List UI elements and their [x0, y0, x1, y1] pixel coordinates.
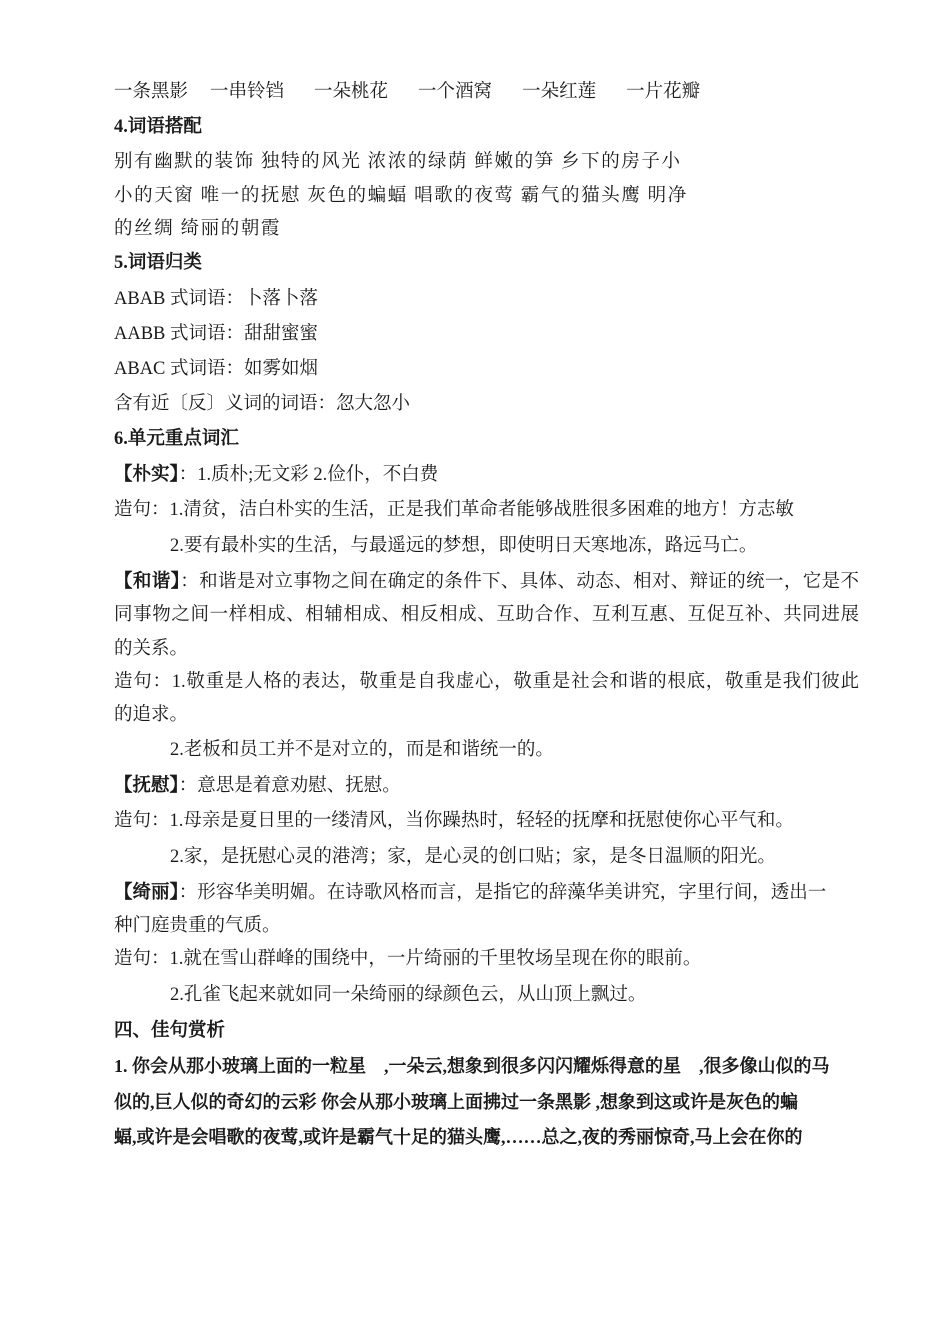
example-sentence: 造句：1.母亲是夏日里的一缕清风，当你躁热时，轻轻的抚摩和抚慰使你心平气和。	[114, 811, 794, 831]
measure-word: 一串铃铛	[210, 82, 285, 102]
vocab-definition-continued: 种门庭贵重的气质。	[114, 916, 281, 936]
collocation-line: 的丝绸 绮丽的朝霞	[114, 219, 282, 239]
vocab-definition-continued: 的关系。	[114, 639, 189, 659]
collocation-line: 别有幽默的装饰 独特的风光 浓浓的绿荫 鲜嫩的笋 乡下的房子小	[114, 152, 682, 172]
vocab-definition-text: ：形容华美明媚。在诗歌风格而言，是指它的辞藻华美讲究，字里行间，透出一	[178, 883, 827, 903]
vocab-definition-continued: 同事物之间一样相成、相辅相成、相反相成、互助合作、互利互惠、互促互补、共同进展	[114, 605, 859, 625]
vocab-definition	[114, 570, 859, 594]
word-category-item: 含有近〔反〕义词的词语：忽大忽小	[114, 394, 411, 414]
example-sentence: 2.老板和员工并不是对立的，而是和谐统一的。	[170, 740, 554, 760]
word-category-item: ABAC 式词语：如雾如烟	[114, 359, 319, 379]
measure-word: 一朵桃花	[314, 82, 389, 102]
vocab-term: 【和谐】	[114, 572, 181, 592]
example-sentence: 造句：1.敬重是人格的表达，敬重是自我虚心，敬重是社会和谐的根底，敬重是我们彼此	[114, 672, 859, 692]
vocab-definition	[114, 463, 438, 487]
example-sentence: 2.孔雀飞起来就如同一朵绮丽的绿颜色云，从山顶上飘过。	[170, 985, 647, 1005]
example-sentence: 2.要有最朴实的生活，与最遥远的梦想，即使明日天寒地冻，路远马亡。	[170, 536, 758, 556]
example-sentence-continued: 的追求。	[114, 705, 189, 725]
section-4-heading: 4.词语搭配	[114, 117, 202, 137]
word-category-item: AABB 式词语：甜甜蜜蜜	[114, 324, 319, 344]
example-sentence: 造句：1.清贫，洁白朴实的生活，正是我们革命者能够战胜很多困难的地方！方志敏	[114, 500, 794, 520]
word-category-item: ABAB 式词语：卜落卜落	[114, 289, 319, 309]
measure-word: 一朵红莲	[522, 82, 597, 102]
appreciation-line: 似的,巨人似的奇幻的云彩 你会从那小玻璃上面拂过一条黑影 ,想象到这或许是灰色的蝙	[114, 1092, 798, 1112]
vocab-definition-text: ：意思是着意劝慰、抚慰。	[178, 776, 401, 796]
measure-word: 一片花瓣	[626, 82, 701, 102]
measure-words-row	[114, 80, 700, 104]
vocab-term: 【朴实】	[114, 465, 179, 485]
vocab-definition	[114, 881, 826, 905]
collocation-line: 小的天窗 唯一的抚慰 灰色的蝙蝠 唱歌的夜莺 霸气的猫头鹰 明净	[114, 186, 688, 206]
measure-word: 一个酒窝	[418, 82, 493, 102]
vocab-definition-text: ：和谐是对立事物之间在确定的条件下、具体、动态、相对、辩证的统一，它是不	[180, 572, 859, 592]
vocab-term: 【抚慰】	[114, 776, 179, 796]
section-four-heading: 四、佳句赏析	[114, 1021, 226, 1041]
measure-word: 一条黑影	[114, 82, 189, 102]
section-6-heading: 6.单元重点词汇	[114, 429, 239, 449]
appreciation-line: 蝠,或许是会唱歌的夜莺,或许是霸气十足的猫头鹰,……总之,夜的秀丽惊奇,马上会在你的	[114, 1127, 803, 1147]
vocab-term: 【绮丽】	[114, 883, 179, 903]
example-sentence: 2.家，是抚慰心灵的港湾；家，是心灵的创口贴；家，是冬日温顺的阳光。	[170, 847, 776, 867]
vocab-definition	[114, 774, 401, 798]
appreciation-line: 1. 你会从那小玻璃上面的一粒星 ,一朵云,想象到很多闪闪耀烁得意的星 ,很多像山似的马	[114, 1056, 830, 1076]
section-5-heading: 5.词语归类	[114, 253, 202, 273]
vocab-definition-text: ：1.质朴;无文彩 2.俭仆，不白费	[178, 465, 439, 485]
example-sentence: 造句：1.就在雪山群峰的围绕中，一片绮丽的千里牧场呈现在你的眼前。	[114, 949, 702, 969]
